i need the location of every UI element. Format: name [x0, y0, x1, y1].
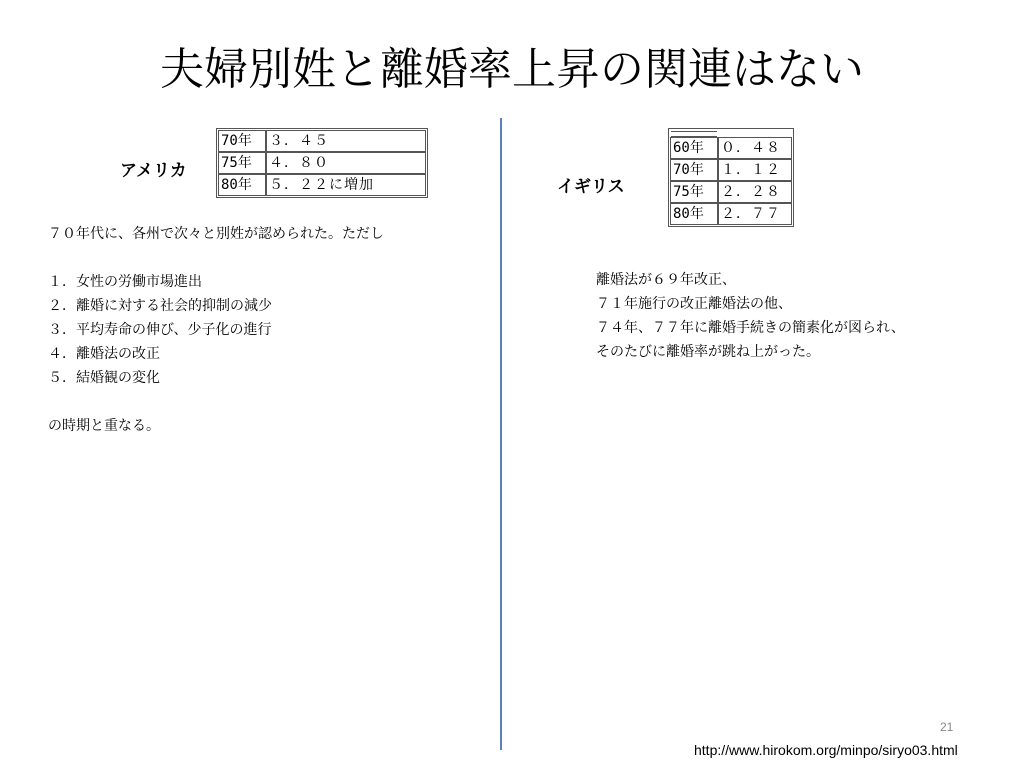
table-row [670, 159, 792, 181]
uk-text-line: ７４年、７７年に離婚手続きの簡素化が図られ、 [596, 320, 905, 336]
list-item: １．女性の労働市場進出 [48, 274, 202, 290]
year-cell: 80年 [670, 203, 718, 225]
year-cell: 80年 [218, 174, 266, 196]
uk-divorce-rate-table [668, 128, 794, 227]
list-item: ２．離婚に対する社会的抑制の減少 [48, 298, 272, 314]
slide-title: 夫婦別姓と離婚率上昇の関連はない [160, 44, 864, 95]
uk-text-line: 離婚法が６９年改正、 [596, 272, 736, 288]
rate-cell: ３．４５ [266, 130, 426, 152]
usa-outro-text: の時期と重なる。 [48, 418, 160, 434]
table-row [670, 203, 792, 225]
usa-divorce-rate-table [216, 128, 428, 198]
table-row [670, 181, 792, 203]
rate-cell: ２．２８ [718, 181, 792, 203]
year-cell: 70年 [218, 130, 266, 152]
uk-description [596, 268, 905, 364]
rate-cell: ０．４８ [718, 137, 792, 159]
usa-factor-list [48, 270, 272, 390]
page-number: 21 [940, 720, 954, 734]
uk-label: イギリス [557, 177, 625, 197]
uk-text-line: ７１年施行の改正離婚法の他、 [596, 296, 792, 312]
year-cell: 75年 [670, 181, 718, 203]
rate-cell: ５．２２に増加 [266, 174, 426, 196]
usa-intro-text: ７０年代に、各州で次々と別姓が認められた。ただし [48, 226, 384, 242]
uk-text-line: そのたびに離婚率が跳ね上がった。 [596, 344, 820, 360]
year-cell: 70年 [670, 159, 718, 181]
table-row [218, 174, 426, 196]
list-item: ５．結婚観の変化 [48, 370, 160, 386]
year-cell: 75年 [218, 152, 266, 174]
column-divider [500, 118, 502, 750]
usa-label: アメリカ [120, 161, 187, 181]
source-url: http://www.hirokom.org/minpo/siryo03.html [694, 742, 958, 758]
list-item: ３．平均寿命の伸び、少子化の進行 [48, 322, 272, 338]
list-item: ４．離婚法の改正 [48, 346, 160, 362]
table-header-bar [671, 131, 717, 137]
year-cell: 60年 [670, 137, 718, 159]
table-row [670, 137, 792, 159]
rate-cell: ２．７７ [718, 203, 792, 225]
rate-cell: ４．８０ [266, 152, 426, 174]
table-row [218, 130, 426, 152]
table-row [218, 152, 426, 174]
rate-cell: １．１２ [718, 159, 792, 181]
